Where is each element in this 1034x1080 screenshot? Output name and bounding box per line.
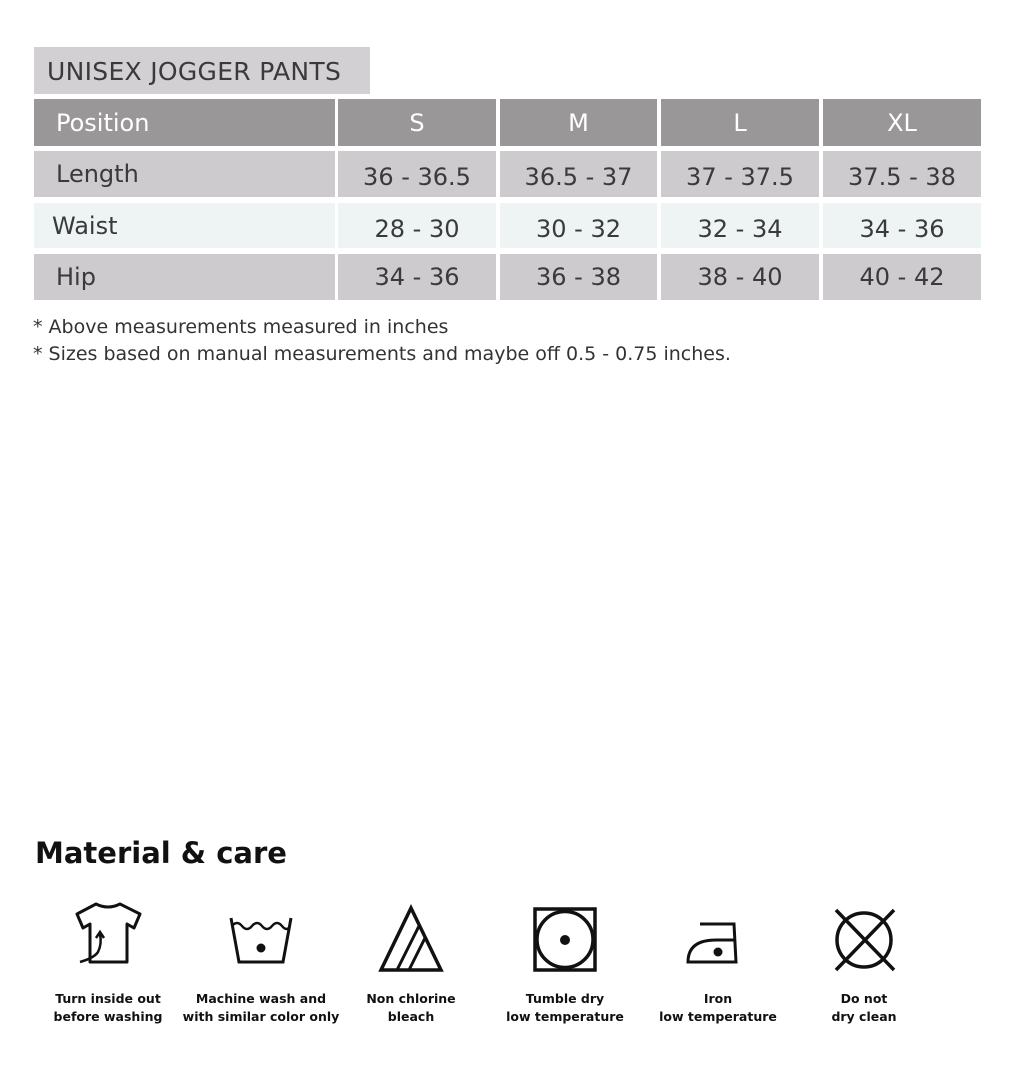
- do-not-dry-clean-icon: [824, 900, 904, 972]
- care-label-line1: Turn inside out: [55, 991, 161, 1006]
- care-label-line1: Iron: [703, 991, 733, 1006]
- care-item-tumble-dry: [480, 900, 650, 1026]
- care-item-machine-wash: [176, 900, 346, 1026]
- note-accuracy: * Sizes based on manual measurements and maybe off 0.5 - 0.75 inches.: [33, 343, 731, 365]
- header-size-xl: XL: [823, 99, 981, 146]
- tumble-dry-low-icon: [525, 900, 605, 972]
- tshirt-inside-out-icon: [68, 900, 148, 972]
- table-cell: 36.5 - 37: [500, 151, 657, 197]
- care-label-line2: dry clean: [831, 1009, 897, 1024]
- care-item-iron: [633, 900, 803, 1026]
- row-label-hip: Hip: [34, 254, 335, 300]
- header-size-m: M: [500, 99, 657, 146]
- non-chlorine-bleach-icon: [371, 900, 451, 972]
- header-size-l: L: [661, 99, 819, 146]
- table-cell: 40 - 42: [823, 254, 981, 300]
- care-heading: Material & care: [35, 836, 287, 870]
- table-cell: 37.5 - 38: [823, 151, 981, 197]
- table-cell: 34 - 36: [338, 254, 496, 300]
- product-title: UNISEX JOGGER PANTS: [34, 47, 370, 94]
- row-label-length: Length: [34, 151, 335, 197]
- care-label-line2: bleach: [387, 1009, 435, 1024]
- care-label-line2: low temperature: [506, 1009, 624, 1024]
- table-cell: 30 - 32: [500, 203, 657, 248]
- iron-low-icon: [678, 900, 758, 972]
- header-size-s: S: [338, 99, 496, 146]
- care-label-line2: low temperature: [659, 1009, 777, 1024]
- care-label-line1: Tumble dry: [525, 991, 605, 1006]
- measurement-notes: [33, 314, 731, 368]
- care-label-line1: Non chlorine: [366, 991, 456, 1006]
- table-cell: 34 - 36: [823, 203, 981, 248]
- table-cell: 32 - 34: [661, 203, 819, 248]
- note-units: * Above measurements measured in inches: [33, 316, 449, 338]
- table-cell: 36 - 36.5: [338, 151, 496, 197]
- care-label-line2: before washing: [53, 1009, 163, 1024]
- row-label-waist: Waist: [34, 203, 335, 248]
- table-cell: 36 - 38: [500, 254, 657, 300]
- table-cell: 38 - 40: [661, 254, 819, 300]
- table-cell: 37 - 37.5: [661, 151, 819, 197]
- machine-wash-icon: [221, 900, 301, 972]
- table-cell: 28 - 30: [338, 203, 496, 248]
- care-item-non-chlorine-bleach: [326, 900, 496, 1026]
- care-label-line1: Do not: [840, 991, 888, 1006]
- care-label-line1: Machine wash and: [195, 991, 327, 1006]
- care-label-line2: with similar color only: [182, 1009, 340, 1024]
- care-item-turn-inside-out: [23, 900, 193, 1026]
- care-item-do-not-dry-clean: [779, 900, 949, 1026]
- header-position: Position: [34, 99, 335, 146]
